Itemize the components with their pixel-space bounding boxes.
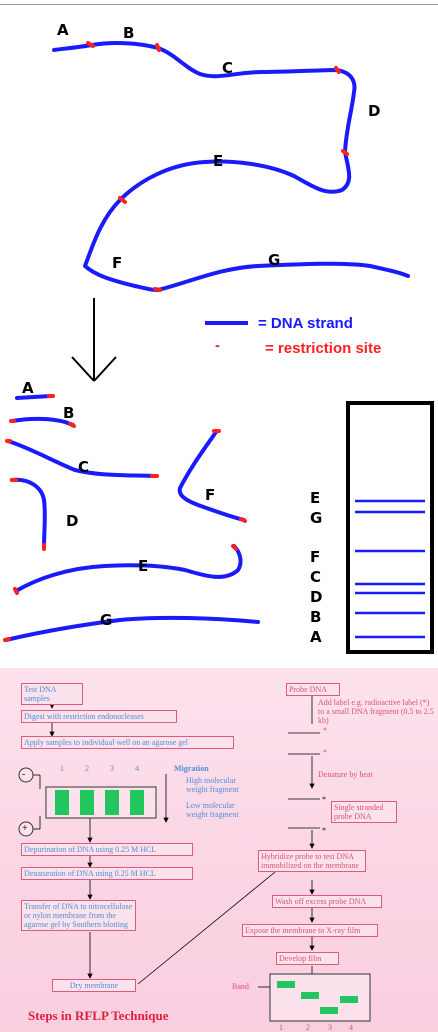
lane-2: 2 — [85, 764, 89, 773]
gel-box — [348, 403, 432, 652]
site-cd — [336, 68, 339, 72]
fragment-g — [6, 618, 258, 640]
star-3: * — [322, 795, 326, 804]
step-hybridize: Hybridize probe to test DNA immobilized on the membrane — [258, 850, 366, 872]
step-probe-dna: Probe DNA — [286, 683, 340, 696]
label-d: D — [368, 102, 381, 120]
film-band-4 — [340, 996, 358, 1003]
fragment-f — [180, 432, 244, 520]
step-denaturation: Denaturation of DNA using 0.25 M HCL — [21, 867, 193, 880]
step-apply: Apply samples to individual well on an agarose gel — [21, 736, 234, 749]
migration-label: Migration — [174, 764, 209, 773]
denature-heat-text: Denature by heat — [318, 770, 373, 779]
lane-1: 1 — [60, 764, 64, 773]
film-lane-3: 3 — [328, 1023, 332, 1032]
add-label-text: Add label e.g. radioactive label (*) to a small DNA fragment (0.5 to 2.5 kb) — [318, 698, 434, 725]
minus-sign: - — [22, 769, 26, 780]
lane-4: 4 — [135, 764, 139, 773]
site-de — [343, 151, 347, 154]
gel-label-d: D — [310, 588, 323, 606]
high-mw-label: High molecular weight fragment — [186, 776, 239, 794]
film-band-1 — [277, 981, 295, 988]
gel-well-1 — [55, 790, 69, 815]
frag-label-f: F — [205, 486, 216, 504]
fragment-e — [16, 546, 241, 591]
rflp-title: Steps in RFLP Technique — [28, 1008, 169, 1023]
label-f: F — [112, 254, 123, 272]
frag-label-e: E — [138, 557, 149, 575]
star-2: * — [323, 748, 327, 757]
film-lane-4: 4 — [349, 1023, 353, 1032]
film-lane-1: 1 — [279, 1023, 283, 1032]
rflp-steps — [0, 668, 438, 1032]
step-single-stranded: Single stranded probe DNA — [331, 801, 397, 823]
label-g: G — [268, 251, 281, 269]
label-b: B — [123, 24, 135, 42]
gel-label-e: E — [310, 489, 321, 507]
gel-well-3 — [105, 790, 119, 815]
gel-label-b: B — [310, 608, 322, 626]
label-c: C — [222, 59, 234, 77]
down-arrow-icon — [72, 298, 116, 381]
frag-label-d: D — [66, 512, 79, 530]
label-e: E — [213, 152, 224, 170]
band-label: Band — [232, 982, 249, 991]
gel-label-f: F — [310, 548, 321, 566]
step-transfer: Transfer of DNA to nitrocellulose or nylon membrane from the agarose gel by Southern blotting — [21, 900, 136, 931]
fragment-d — [12, 480, 45, 548]
step-dry-membrane: Dry membrane — [52, 979, 136, 992]
frag-label-g: G — [100, 611, 113, 629]
gel-label-c: C — [310, 568, 322, 586]
low-mw-label: Low molecular weight fragment — [186, 801, 239, 819]
plus-sign: + — [22, 823, 28, 834]
lane-3: 3 — [110, 764, 114, 773]
gel-well-4 — [130, 790, 144, 815]
step-develop: Develop film — [276, 952, 339, 965]
gel-label-g: G — [310, 509, 323, 527]
step-depurination: Depurination of DNA using 0.25 M HCL — [21, 843, 193, 856]
gel-label-a: A — [310, 628, 322, 646]
site-fg — [155, 289, 160, 290]
legend-site-swatch: - — [215, 337, 220, 354]
step-wash: Wash off excess probe DNA — [272, 895, 382, 908]
film-band-3 — [320, 1007, 338, 1014]
step-test-dna: Test DNA samples — [21, 683, 83, 705]
intact-dna-strand — [54, 43, 408, 290]
frag-label-b: B — [63, 404, 75, 422]
film-lane-2: 2 — [306, 1023, 310, 1032]
gel-well-2 — [80, 790, 94, 815]
star-1: * — [323, 726, 327, 735]
legend-restriction-site: = restriction site — [265, 340, 382, 357]
step-digest: Digest with restriction endonucleases — [21, 710, 177, 723]
site-bc — [157, 45, 159, 50]
step-expose: Expose the membrane to X-ray film — [242, 924, 378, 937]
frag-label-a: A — [22, 379, 34, 397]
film-band-2 — [301, 992, 319, 999]
star-4: * — [322, 826, 326, 835]
label-a: A — [57, 21, 69, 39]
top-rule — [0, 4, 438, 5]
frag-label-c: C — [78, 458, 90, 476]
site-ab — [88, 43, 93, 46]
legend-dna-strand: = DNA strand — [258, 315, 353, 332]
